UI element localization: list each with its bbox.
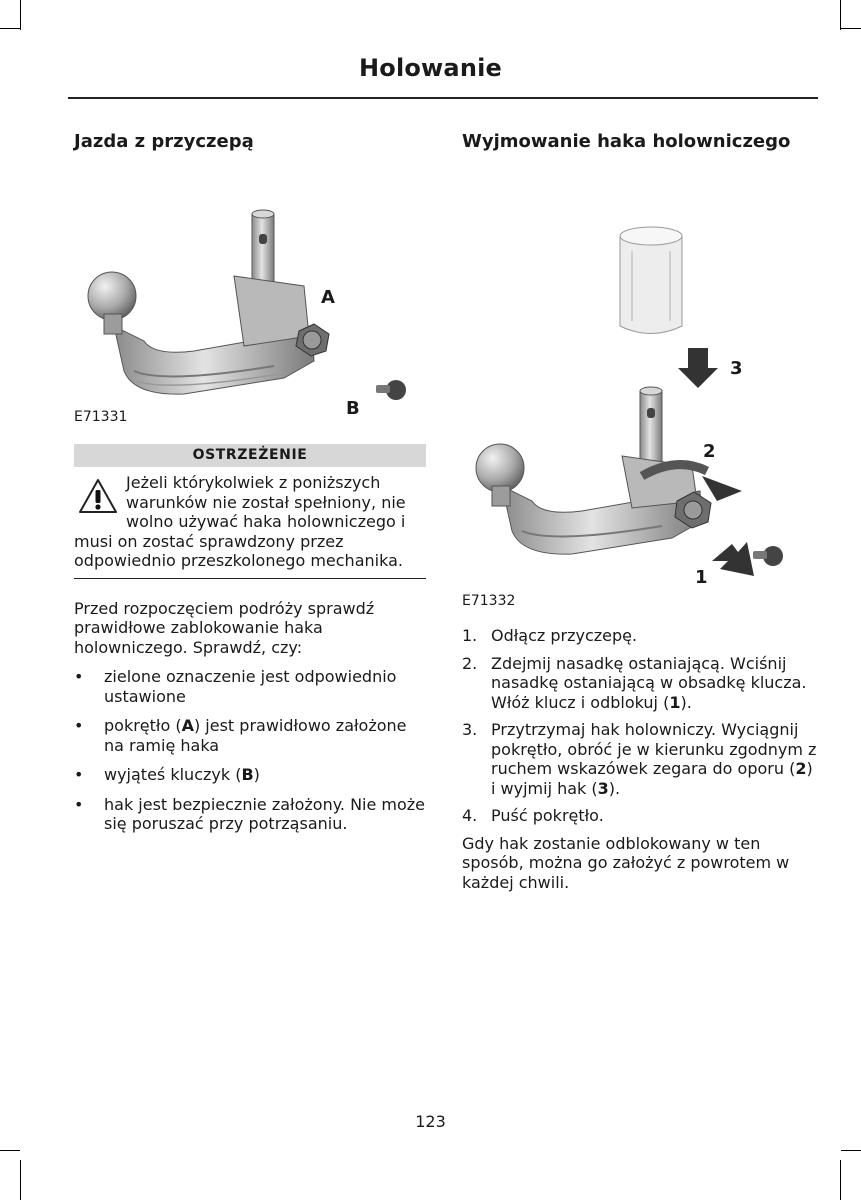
- callout-a: A: [321, 287, 335, 308]
- title-divider: [68, 97, 818, 99]
- step-item: 1. Odłącz przyczepę.: [462, 626, 638, 645]
- figure-tow-hook: [74, 156, 426, 428]
- warning-header: OSTRZEŻENIE: [74, 444, 426, 467]
- warning-text: Jeżeli którykolwiek z poniższych warunków nie został spełniony, nie wolno używać haka holowniczego i musi on zostać sprawdzony przez odpowiednio przeszkolonego mechanika.: [74, 473, 406, 570]
- page-title: Holowanie: [358, 54, 503, 82]
- crop-mark: [840, 0, 841, 30]
- list-item: • wyjąteś kluczyk (B): [74, 765, 260, 784]
- list-item: • hak jest bezpiecznie założony. Nie może się poruszać przy potrząsaniu.: [74, 794, 426, 833]
- step-item: 2. Zdejmij nasadkę ostaniającą. Wciśnij nasadkę ostaniającą w obsadkę klucza. Włóż klucz i odblokuj (1).: [462, 653, 807, 712]
- list-item: • zielone oznaczenie jest odpowiednio ustawione: [74, 667, 397, 706]
- section-heading-removal: Wyjmowanie haka holowniczego: [462, 131, 791, 152]
- callout-3: 3: [730, 358, 743, 379]
- intro-paragraph: Przed rozpoczęciem podróży sprawdź prawidłowe zablokowanie haka holowniczego. Sprawdź, czy:: [74, 598, 375, 657]
- closing-paragraph: Gdy hak zostanie odblokowany w ten sposób, można go założyć z powrotem w każdej chwili.: [462, 833, 790, 892]
- removal-steps: [462, 626, 822, 826]
- warning-box: [74, 467, 426, 579]
- left-column: [74, 128, 426, 834]
- right-column: [462, 128, 822, 892]
- crop-mark: [0, 1150, 20, 1151]
- crop-mark: [841, 1150, 861, 1151]
- crop-mark: [0, 28, 20, 29]
- hook-removal-illustration: [462, 156, 822, 616]
- step-item: 4. Puść pokrętło.: [462, 806, 604, 825]
- crop-mark: [20, 0, 21, 30]
- list-item: • pokrętło (A) jest prawidłowo założone na ramię haka: [74, 716, 407, 755]
- callout-b: B: [346, 398, 360, 419]
- page-number: 123: [415, 1112, 446, 1131]
- crop-mark: [841, 28, 861, 29]
- step-item: 3. Przytrzymaj hak holowniczy. Wyciągnij pokrętło, obróć je w kierunku zgodnym z ruchem wskazówek zegara do oporu (2) i wyjmij hak (3).: [462, 720, 817, 798]
- figure-code: E71331: [74, 409, 128, 425]
- callout-1: 1: [695, 567, 708, 588]
- section-heading-towing: Jazda z przyczepą: [74, 131, 254, 152]
- callout-2: 2: [703, 441, 716, 462]
- tow-hook-illustration: [74, 156, 426, 428]
- crop-mark: [840, 1160, 841, 1200]
- crop-mark: [20, 1160, 21, 1200]
- checklist: [74, 667, 426, 834]
- figure-hook-removal: [462, 156, 822, 616]
- figure-code: E71332: [462, 593, 516, 609]
- warning-triangle-icon: [78, 477, 118, 517]
